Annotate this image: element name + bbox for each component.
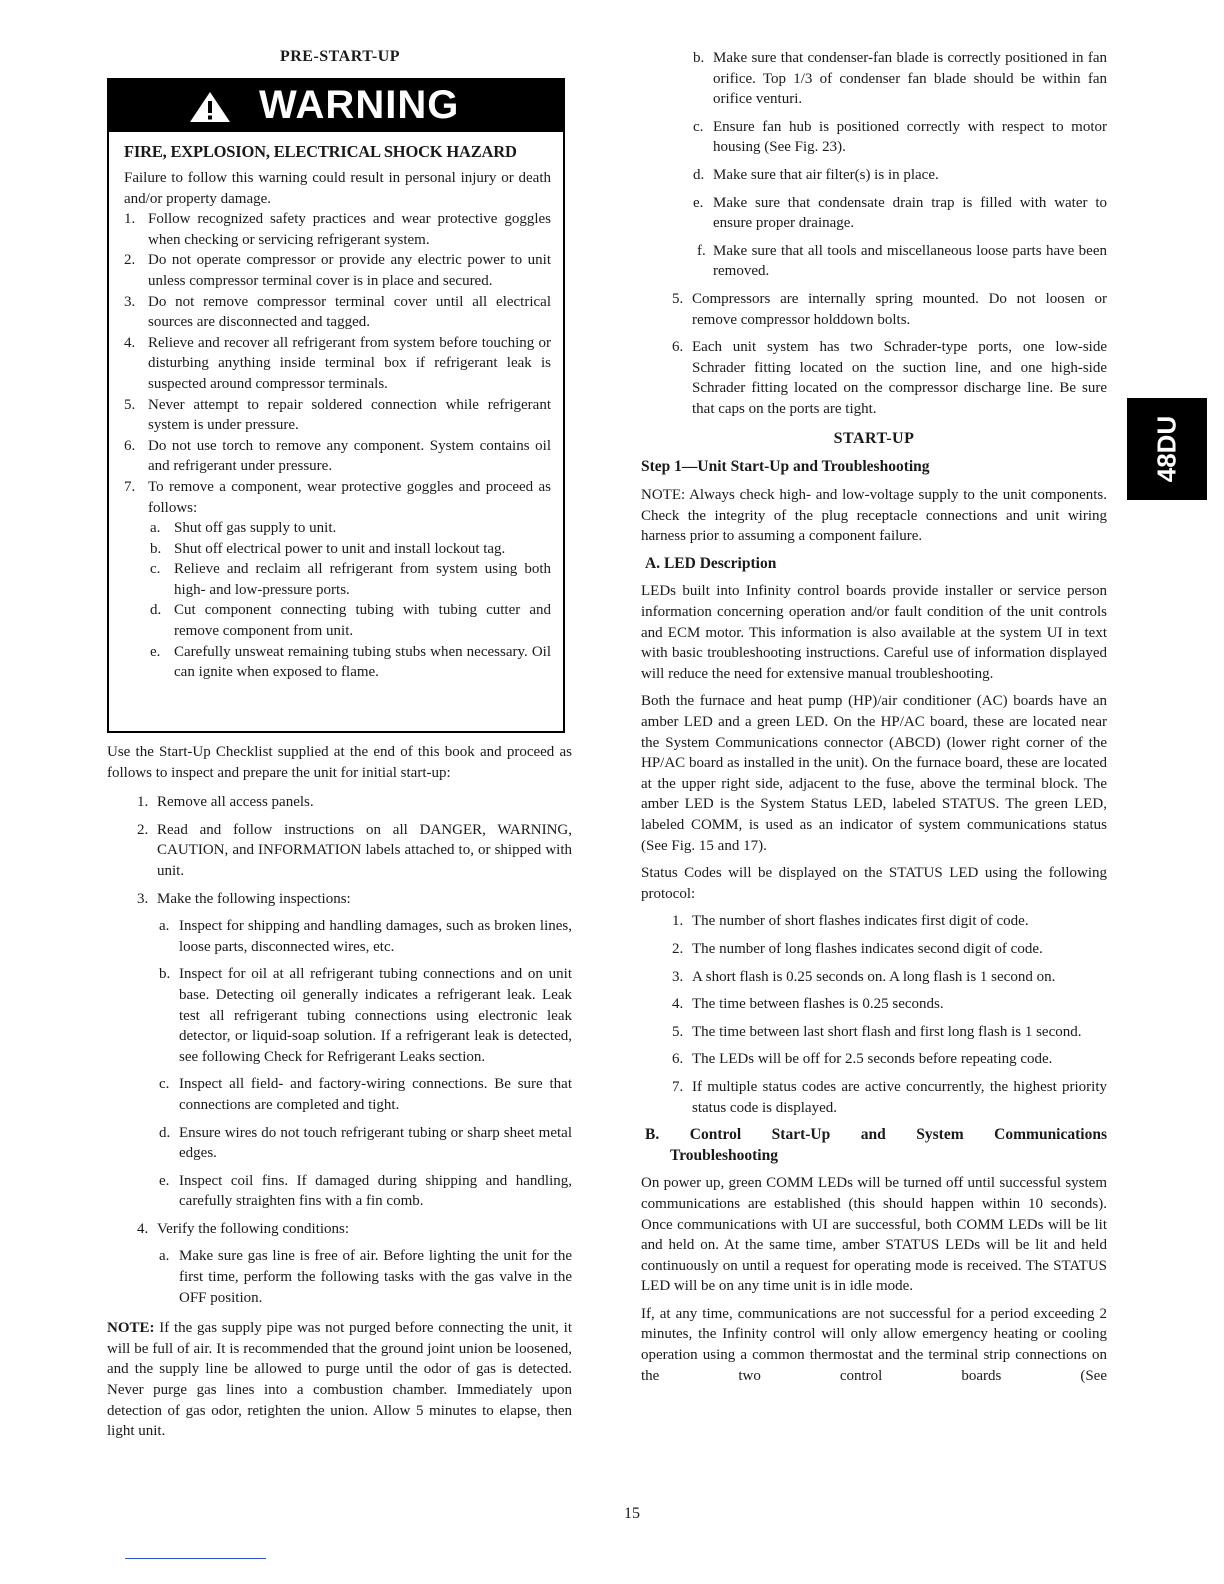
warning-subitem: e. Carefully unsweat remaining tubing stubs when necessary. Oil can ignite when exposed to flame. — [150, 643, 551, 681]
right-column — [641, 48, 1107, 1386]
step-item: 2. Read and follow instructions on all DANGER, WARNING, CAUTION, and INFORMATION labels attached to, or shipped with unit. — [137, 821, 572, 879]
step-item: 4. Verify the following conditions: — [137, 1220, 350, 1237]
start-up-title: START-UP — [833, 429, 915, 447]
warning-item: 7. To remove a component, wear protective goggles and proceed as follows: — [124, 478, 551, 516]
inspection-item: e. Inspect coil fins. If damaged during shipping and handling, carefully straighten fins with a fin comb. — [159, 1172, 572, 1210]
warning-subitem: c. Relieve and reclaim all refrigerant from system using both high- and low-pressure ports. — [150, 561, 551, 598]
warning-item: 4. Relieve and recover all refrigerant from system before touching or disturbing anything inside terminal box if refrigerant leak is suspected around compressor terminals. — [124, 334, 551, 392]
warning-item: 2. Do not operate compressor or provide any electric power to unit unless compressor terminal cover is in place and secured. — [124, 252, 551, 289]
step-item: 3. Make the following inspections: — [137, 890, 351, 907]
voltage-note: NOTE: Always check high- and low-voltage supply to the unit components. Check the integrity of the plug receptacle connections and unit wiring harness prior to assuming a component failure. — [641, 487, 1107, 545]
inspection-item: a. Inspect for shipping and handling damages, such as broken lines, loose parts, disconnected wires, etc. — [159, 918, 572, 955]
pre-start-up-title: PRE-START-UP — [279, 48, 401, 65]
condition-item: a. Make sure gas line is free of air. Before lighting the unit for the first time, perform the following tasks with the gas valve in the OFF position. — [159, 1248, 572, 1306]
footer-line — [125, 1558, 266, 1559]
warning-subitem: b. Shut off electrical power to unit and install lockout tag. — [150, 540, 506, 557]
checklist-intro: Use the Start-Up Checklist supplied at the end of this book and proceed as follows to inspect and prepare the unit for initial start-up: — [107, 744, 572, 781]
left-column — [107, 742, 572, 1442]
warning-box — [107, 78, 565, 733]
control-start-up-heading: B. Control Start-Up and System Communications Troubleshooting — [645, 1126, 1107, 1164]
inspection-item: d. Ensure wires do not touch refrigerant tubing or sharp sheet metal edges. — [159, 1124, 572, 1162]
led-description-heading: A. LED Description — [645, 554, 777, 572]
protocol-item: 6. The LEDs will be off for 2.5 seconds before repeating code. — [672, 1051, 1053, 1068]
protocol-item: 7. If multiple status codes are active concurrently, the highest priority status code is displayed. — [672, 1078, 1107, 1116]
warning-subitem: a. Shut off gas supply to unit. — [150, 520, 337, 537]
comm-paragraph: If, at any time, communications are not successful for a period exceeding 2 minutes, the Infinity control will only allow emergency heating or cooling operation using a common thermostat and the terminal strip connections on the two control boards (See — [641, 1305, 1107, 1384]
protocol-item: 3. A short flash is 0.25 seconds on. A long flash is 1 second on. — [672, 968, 1056, 985]
inspection-item: b. Inspect for oil at all refrigerant tubing connections and on unit base. Detecting oil generally indicates a refrigerant leak. Leak test all refrigerant tubing connections using electronic leak detector, or liquid-soap solution. If a refrigerant leak is detected, see following Check for Refrigerant Leaks section. — [159, 966, 572, 1065]
warning-label: WARNING — [259, 83, 460, 127]
step-item: 1. Remove all access panels. — [137, 794, 314, 811]
protocol-item: 4. The time between flashes is 0.25 seconds. — [672, 996, 944, 1013]
condition-item: c. Ensure fan hub is positioned correctly with respect to motor housing (See Fig. 23). — [693, 118, 1107, 156]
warning-item: 1. Follow recognized safety practices and wear protective goggles when checking or servicing refrigerant system. — [124, 211, 551, 248]
condition-item: d. Make sure that air filter(s) is in place. — [693, 166, 939, 183]
step-1-heading: Step 1—Unit Start-Up and Troubleshooting — [641, 457, 930, 475]
page-number: 15 — [624, 1505, 640, 1522]
condition-item: e. Make sure that condensate drain trap is filled with water to ensure proper drainage. — [693, 194, 1107, 232]
warning-item: 3. Do not remove compressor terminal cover until all electrical sources are disconnected and tagged. — [124, 293, 551, 331]
hazard-title: FIRE, EXPLOSION, ELECTRICAL SHOCK HAZARD — [124, 142, 517, 161]
protocol-item: 5. The time between last short flash and first long flash is 1 second. — [672, 1023, 1082, 1040]
led-paragraph: Both the furnace and heat pump (HP)/air conditioner (AC) boards have an amber LED and a green LED. On the HP/AC board, these are located near the System Communications connector (ABCD) (lower right corner of the HP/AC board as installed in the unit). On the furnace board, these are located at the upper right side, adjacent to the fuse, above the terminal block. The amber LED is the System Status LED, labeled STATUS. The green LED, labeled COMM, is used as an indicator of system communications status (See Fig. 15 and 17). — [641, 693, 1107, 854]
step-item: 6. Each unit system has two Schrader-type ports, one low-side Schrader fitting located on the suction line, and one high-side Schrader fitting located on the compressor discharge line. Be sure that caps on the ports are tight. — [672, 339, 1107, 417]
protocol-item: 1. The number of short flashes indicates first digit of code. — [672, 913, 1029, 930]
warning-body — [124, 142, 551, 683]
warning-triangle-icon — [189, 91, 231, 123]
warning-intro: Failure to follow this warning could result in personal injury or death and/or property damage. — [124, 170, 551, 207]
comm-paragraph: On power up, green COMM LEDs will be turned off until successful system communications are established (this should happen within 10 seconds). Once communications with UI are successful, both COMM LEDs will be lit and held on. At the same time, amber STATUS LEDs will be lit and held continuously on until a request for operating mode is received. The STATUS LED will be on any time unit is in idle mode. — [641, 1175, 1107, 1295]
gas-purge-note: NOTE: If the gas supply pipe was not purged before connecting the unit, it will be full of air. It is recommended that the ground joint union be loosened, and the supply line be allowed to purge until the odor of gas is detected. Never purge gas lines into a combustion chamber. Immediately upon detection of gas odor, retighten the union. Allow 5 minutes to elapse, then light unit. — [107, 1320, 572, 1440]
inspection-item: c. Inspect all field- and factory-wiring connections. Be sure that connections are completed and tight. — [159, 1076, 572, 1113]
condition-item: b. Make sure that condenser-fan blade is correctly positioned in fan orifice. Top 1/3 of condenser fan blade should be within fan orifice venturi. — [693, 50, 1107, 108]
warning-subitem: d. Cut component connecting tubing with tubing cutter and remove component from unit. — [150, 602, 551, 640]
protocol-item: 2. The number of long flashes indicates second digit of code. — [672, 940, 1043, 957]
warning-item: 6. Do not use torch to remove any component. System contains oil and refrigerant under pressure. — [124, 437, 551, 475]
led-paragraph: Status Codes will be displayed on the STATUS LED using the following protocol: — [641, 865, 1107, 902]
warning-header — [109, 80, 563, 132]
warning-item: 5. Never attempt to repair soldered connection while refrigerant system is under pressure. — [124, 396, 551, 434]
side-tab — [1127, 398, 1207, 500]
side-tab-label: 48DU — [1151, 415, 1182, 483]
condition-item: f. Make sure that all tools and miscellaneous loose parts have been removed. — [697, 242, 1107, 280]
led-paragraph: LEDs built into Infinity control boards provide installer or service person information concerning operation and/or fault condition of the unit controls and ECM motor. This information is also available at the system UI in text with basic troubleshooting instructions. Careful use of information displayed will reduce the need for extensive manual troubleshooting. — [641, 583, 1107, 682]
step-item: 5. Compressors are internally spring mounted. Do not loosen or remove compressor holddown bolts. — [672, 290, 1107, 328]
